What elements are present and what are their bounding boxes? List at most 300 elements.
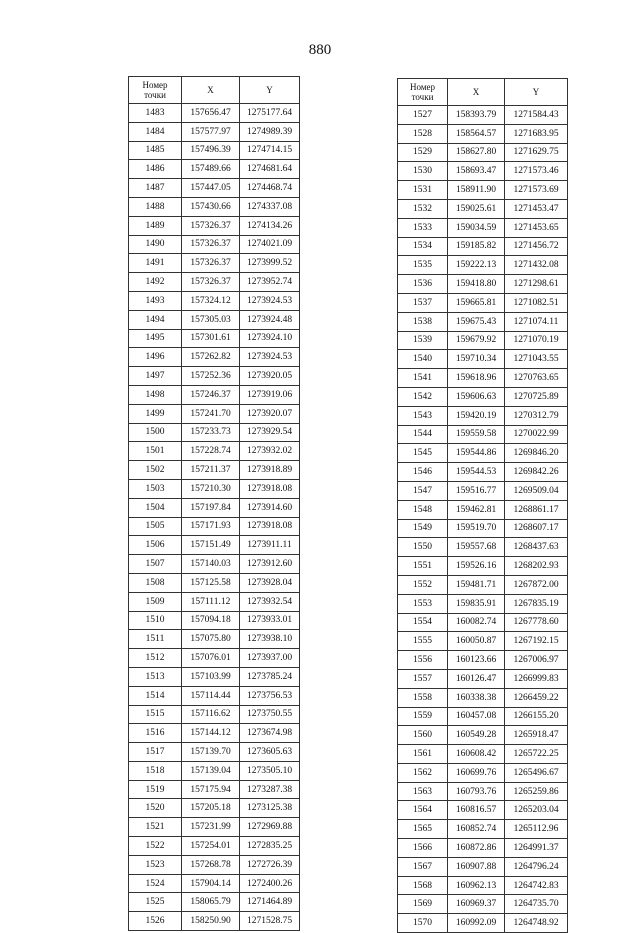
table-row [129, 423, 300, 442]
table-row [398, 350, 568, 369]
point-number-cell: 1568 [398, 876, 448, 895]
y-coordinate-cell: 1271456.72 [505, 237, 568, 256]
y-header: Y [505, 79, 568, 106]
point-number-cell: 1554 [398, 613, 448, 632]
point-number-cell: 1560 [398, 726, 448, 745]
y-coordinate-cell: 1264742.83 [505, 876, 568, 895]
x-coordinate-cell: 160457.08 [448, 707, 505, 726]
y-coordinate-cell: 1275177.64 [240, 104, 300, 123]
table-row [398, 632, 568, 651]
x-header: X [448, 79, 505, 106]
point-number-cell: 1527 [398, 106, 448, 125]
table-row [129, 141, 300, 160]
point-number-cell: 1511 [129, 630, 182, 649]
table-row [398, 575, 568, 594]
point-number-cell: 1530 [398, 162, 448, 181]
point-number-cell: 1531 [398, 181, 448, 200]
point-number-cell: 1491 [129, 254, 182, 273]
y-coordinate-cell: 1268607.17 [505, 519, 568, 538]
point-number-header [398, 79, 448, 106]
table-row [129, 310, 300, 329]
x-coordinate-cell: 160126.47 [448, 669, 505, 688]
x-coordinate-cell: 159462.81 [448, 500, 505, 519]
x-coordinate-cell: 159557.68 [448, 538, 505, 557]
y-coordinate-cell: 1273938.10 [240, 630, 300, 649]
point-number-cell: 1545 [398, 444, 448, 463]
point-number-cell: 1512 [129, 649, 182, 668]
point-number-cell: 1509 [129, 592, 182, 611]
y-coordinate-cell: 1273920.05 [240, 367, 300, 386]
x-coordinate-cell: 157144.12 [182, 724, 240, 743]
x-coordinate-cell: 157231.99 [182, 818, 240, 837]
point-number-cell: 1520 [129, 799, 182, 818]
table-row [129, 254, 300, 273]
point-number-cell: 1501 [129, 442, 182, 461]
x-coordinate-cell: 159185.82 [448, 237, 505, 256]
point-number-cell: 1536 [398, 275, 448, 294]
x-coordinate-cell: 160123.66 [448, 651, 505, 670]
point-number-cell: 1494 [129, 310, 182, 329]
table-row [398, 425, 568, 444]
x-coordinate-cell: 157125.58 [182, 573, 240, 592]
point-number-cell: 1485 [129, 141, 182, 160]
point-number-cell: 1488 [129, 197, 182, 216]
x-coordinate-cell: 158065.79 [182, 893, 240, 912]
table-row [129, 573, 300, 592]
table-row [129, 104, 300, 123]
table-row [398, 876, 568, 895]
y-coordinate-cell: 1273912.60 [240, 555, 300, 574]
point-number-cell: 1550 [398, 538, 448, 557]
table-row [398, 669, 568, 688]
table-row [129, 837, 300, 856]
point-number-cell: 1510 [129, 611, 182, 630]
point-number-cell: 1498 [129, 385, 182, 404]
point-number-cell: 1504 [129, 498, 182, 517]
y-coordinate-cell: 1273605.63 [240, 743, 300, 762]
table-row [398, 688, 568, 707]
x-coordinate-cell: 159420.19 [448, 406, 505, 425]
y-coordinate-cell: 1274989.39 [240, 122, 300, 141]
x-coordinate-cell: 157252.36 [182, 367, 240, 386]
y-coordinate-cell: 1273932.02 [240, 442, 300, 461]
table-row [398, 613, 568, 632]
point-number-cell: 1543 [398, 406, 448, 425]
table-row [398, 914, 568, 933]
table-row [129, 179, 300, 198]
x-coordinate-cell: 157326.37 [182, 254, 240, 273]
y-coordinate-cell: 1273918.08 [240, 479, 300, 498]
table-row [129, 385, 300, 404]
point-number-cell: 1523 [129, 855, 182, 874]
y-coordinate-cell: 1271528.75 [240, 912, 300, 931]
point-number-cell: 1486 [129, 160, 182, 179]
table-row [398, 406, 568, 425]
y-coordinate-cell: 1274681.64 [240, 160, 300, 179]
x-coordinate-cell: 160969.37 [448, 895, 505, 914]
y-coordinate-cell: 1273928.04 [240, 573, 300, 592]
table-row [398, 124, 568, 143]
table-row [129, 479, 300, 498]
point-number-cell: 1535 [398, 256, 448, 275]
y-coordinate-cell: 1273914.60 [240, 498, 300, 517]
x-coordinate-cell: 157075.80 [182, 630, 240, 649]
table-row [129, 686, 300, 705]
y-coordinate-cell: 1273924.53 [240, 348, 300, 367]
point-number-cell: 1497 [129, 367, 182, 386]
table-row [398, 237, 568, 256]
table-row [129, 724, 300, 743]
point-number-cell: 1565 [398, 820, 448, 839]
table-row [129, 517, 300, 536]
x-coordinate-cell: 157211.37 [182, 461, 240, 480]
table-row [129, 122, 300, 141]
point-number-header-line1: Номер [409, 82, 436, 92]
table-header-row [129, 77, 300, 104]
table-row [398, 500, 568, 519]
x-coordinate-cell: 159516.77 [448, 481, 505, 500]
point-number-cell: 1532 [398, 199, 448, 218]
y-coordinate-cell: 1272969.88 [240, 818, 300, 837]
table-header-row [398, 79, 568, 106]
table-row [129, 197, 300, 216]
x-coordinate-cell: 157103.99 [182, 667, 240, 686]
table-row [398, 707, 568, 726]
table-row [129, 348, 300, 367]
x-coordinate-cell: 157114.44 [182, 686, 240, 705]
y-coordinate-cell: 1267006.97 [505, 651, 568, 670]
point-number-cell: 1569 [398, 895, 448, 914]
table-row [398, 275, 568, 294]
x-coordinate-cell: 160852.74 [448, 820, 505, 839]
table-row [129, 912, 300, 931]
y-coordinate-cell: 1267778.60 [505, 613, 568, 632]
x-coordinate-cell: 158627.80 [448, 143, 505, 162]
x-coordinate-cell: 160793.76 [448, 782, 505, 801]
point-number-cell: 1526 [129, 912, 182, 931]
x-coordinate-cell: 157094.18 [182, 611, 240, 630]
y-coordinate-cell: 1271464.89 [240, 893, 300, 912]
table-row [398, 519, 568, 538]
table-row [129, 216, 300, 235]
y-coordinate-cell: 1266155.20 [505, 707, 568, 726]
y-coordinate-cell: 1273919.06 [240, 385, 300, 404]
point-number-cell: 1524 [129, 874, 182, 893]
table-row [398, 218, 568, 237]
point-number-cell: 1495 [129, 329, 182, 348]
x-coordinate-cell: 160699.76 [448, 763, 505, 782]
point-number-cell: 1539 [398, 331, 448, 350]
point-number-cell: 1555 [398, 632, 448, 651]
table-row [398, 463, 568, 482]
table-row [398, 651, 568, 670]
y-coordinate-cell: 1270312.79 [505, 406, 568, 425]
point-number-cell: 1517 [129, 743, 182, 762]
table-row [398, 782, 568, 801]
point-number-cell: 1490 [129, 235, 182, 254]
y-coordinate-cell: 1273920.07 [240, 404, 300, 423]
y-coordinate-cell: 1273924.48 [240, 310, 300, 329]
x-coordinate-cell: 159222.13 [448, 256, 505, 275]
table-row [398, 895, 568, 914]
x-coordinate-cell: 158564.57 [448, 124, 505, 143]
y-coordinate-cell: 1265918.47 [505, 726, 568, 745]
y-coordinate-cell: 1271298.61 [505, 275, 568, 294]
y-coordinate-cell: 1271074.11 [505, 312, 568, 331]
table-row [129, 273, 300, 292]
table-row [129, 630, 300, 649]
x-coordinate-cell: 157140.03 [182, 555, 240, 574]
point-number-cell: 1562 [398, 763, 448, 782]
y-coordinate-cell: 1267835.19 [505, 594, 568, 613]
table-row [129, 893, 300, 912]
point-number-cell: 1503 [129, 479, 182, 498]
point-number-cell: 1564 [398, 801, 448, 820]
point-number-cell: 1561 [398, 745, 448, 764]
x-coordinate-cell: 157326.37 [182, 235, 240, 254]
table-row [398, 745, 568, 764]
table-row [129, 160, 300, 179]
table-row [129, 498, 300, 517]
y-coordinate-cell: 1269509.04 [505, 481, 568, 500]
x-coordinate-cell: 160962.13 [448, 876, 505, 895]
x-coordinate-cell: 157577.97 [182, 122, 240, 141]
point-number-cell: 1553 [398, 594, 448, 613]
x-coordinate-cell: 160050.87 [448, 632, 505, 651]
y-coordinate-cell: 1266459.22 [505, 688, 568, 707]
point-number-cell: 1529 [398, 143, 448, 162]
table-row [398, 538, 568, 557]
x-coordinate-cell: 157301.61 [182, 329, 240, 348]
table-row [129, 874, 300, 893]
y-coordinate-cell: 1270022.99 [505, 425, 568, 444]
table-row [398, 199, 568, 218]
coordinates-table-right [397, 78, 568, 933]
table-row [129, 649, 300, 668]
table-row [398, 839, 568, 858]
y-coordinate-cell: 1268861.17 [505, 500, 568, 519]
x-coordinate-cell: 157139.04 [182, 761, 240, 780]
y-coordinate-cell: 1267192.15 [505, 632, 568, 651]
point-number-cell: 1557 [398, 669, 448, 688]
y-coordinate-cell: 1273918.08 [240, 517, 300, 536]
y-coordinate-cell: 1271584.43 [505, 106, 568, 125]
y-coordinate-cell: 1273785.24 [240, 667, 300, 686]
point-number-cell: 1506 [129, 536, 182, 555]
table-row [129, 461, 300, 480]
y-coordinate-cell: 1268202.93 [505, 557, 568, 576]
x-coordinate-cell: 160907.88 [448, 857, 505, 876]
y-coordinate-cell: 1273287.38 [240, 780, 300, 799]
x-coordinate-cell: 160608.42 [448, 745, 505, 764]
table-row [398, 726, 568, 745]
y-coordinate-cell: 1273924.10 [240, 329, 300, 348]
table-row [398, 331, 568, 350]
x-coordinate-cell: 159544.53 [448, 463, 505, 482]
point-number-cell: 1541 [398, 369, 448, 388]
table-row [129, 611, 300, 630]
y-coordinate-cell: 1274714.15 [240, 141, 300, 160]
x-coordinate-cell: 160549.28 [448, 726, 505, 745]
table-row [129, 799, 300, 818]
x-coordinate-cell: 157210.30 [182, 479, 240, 498]
x-coordinate-cell: 158693.47 [448, 162, 505, 181]
y-coordinate-cell: 1271043.55 [505, 350, 568, 369]
y-coordinate-cell: 1265496.67 [505, 763, 568, 782]
table-row [129, 818, 300, 837]
y-coordinate-cell: 1264735.70 [505, 895, 568, 914]
x-coordinate-cell: 159418.80 [448, 275, 505, 294]
point-number-cell: 1484 [129, 122, 182, 141]
y-coordinate-cell: 1272835.25 [240, 837, 300, 856]
y-coordinate-cell: 1273952.74 [240, 273, 300, 292]
y-coordinate-cell: 1265112.96 [505, 820, 568, 839]
y-coordinate-cell: 1270763.65 [505, 369, 568, 388]
point-number-cell: 1551 [398, 557, 448, 576]
y-coordinate-cell: 1271683.95 [505, 124, 568, 143]
table-row [129, 780, 300, 799]
x-coordinate-cell: 158911.90 [448, 181, 505, 200]
y-coordinate-cell: 1271432.08 [505, 256, 568, 275]
x-coordinate-cell: 159544.86 [448, 444, 505, 463]
y-coordinate-cell: 1264796.24 [505, 857, 568, 876]
table-row [129, 404, 300, 423]
y-coordinate-cell: 1271453.47 [505, 199, 568, 218]
y-coordinate-cell: 1273929.54 [240, 423, 300, 442]
y-coordinate-cell: 1265203.04 [505, 801, 568, 820]
x-coordinate-cell: 160992.09 [448, 914, 505, 933]
table-row [398, 256, 568, 275]
point-number-cell: 1534 [398, 237, 448, 256]
x-coordinate-cell: 157268.78 [182, 855, 240, 874]
y-coordinate-cell: 1273937.00 [240, 649, 300, 668]
x-coordinate-cell: 157324.12 [182, 291, 240, 310]
x-coordinate-cell: 157246.37 [182, 385, 240, 404]
y-coordinate-cell: 1274134.26 [240, 216, 300, 235]
y-coordinate-cell: 1273911.11 [240, 536, 300, 555]
y-coordinate-cell: 1268437.63 [505, 538, 568, 557]
x-coordinate-cell: 157447.05 [182, 179, 240, 198]
x-coordinate-cell: 159034.59 [448, 218, 505, 237]
point-number-cell: 1500 [129, 423, 182, 442]
y-coordinate-cell: 1273933.01 [240, 611, 300, 630]
table-row [398, 763, 568, 782]
table-row [129, 367, 300, 386]
y-coordinate-cell: 1273756.53 [240, 686, 300, 705]
x-coordinate-cell: 160082.74 [448, 613, 505, 632]
y-coordinate-cell: 1271573.69 [505, 181, 568, 200]
x-header: X [182, 77, 240, 104]
x-coordinate-cell: 159710.34 [448, 350, 505, 369]
x-coordinate-cell: 159481.71 [448, 575, 505, 594]
table-row [398, 181, 568, 200]
x-coordinate-cell: 157326.37 [182, 216, 240, 235]
x-coordinate-cell: 157151.49 [182, 536, 240, 555]
table-row [129, 592, 300, 611]
table-row [398, 857, 568, 876]
point-number-cell: 1507 [129, 555, 182, 574]
y-coordinate-cell: 1271082.51 [505, 293, 568, 312]
table-row [129, 291, 300, 310]
table-row [129, 555, 300, 574]
table-row [398, 801, 568, 820]
x-coordinate-cell: 157656.47 [182, 104, 240, 123]
point-number-cell: 1558 [398, 688, 448, 707]
x-coordinate-cell: 158250.90 [182, 912, 240, 931]
point-number-cell: 1515 [129, 705, 182, 724]
y-coordinate-cell: 1273924.53 [240, 291, 300, 310]
x-coordinate-cell: 157139.70 [182, 743, 240, 762]
x-coordinate-cell: 157116.62 [182, 705, 240, 724]
y-coordinate-cell: 1274468.74 [240, 179, 300, 198]
point-number-cell: 1496 [129, 348, 182, 367]
x-coordinate-cell: 160872.86 [448, 839, 505, 858]
point-number-cell: 1502 [129, 461, 182, 480]
point-number-cell: 1548 [398, 500, 448, 519]
table-row [129, 855, 300, 874]
table-row [129, 442, 300, 461]
point-number-cell: 1514 [129, 686, 182, 705]
y-coordinate-cell: 1273918.89 [240, 461, 300, 480]
point-number-cell: 1492 [129, 273, 182, 292]
x-coordinate-cell: 157262.82 [182, 348, 240, 367]
x-coordinate-cell: 157241.70 [182, 404, 240, 423]
y-coordinate-cell: 1273674.98 [240, 724, 300, 743]
point-number-cell: 1546 [398, 463, 448, 482]
x-coordinate-cell: 157430.66 [182, 197, 240, 216]
point-number-header [129, 77, 182, 104]
y-coordinate-cell: 1269842.26 [505, 463, 568, 482]
point-number-cell: 1552 [398, 575, 448, 594]
x-coordinate-cell: 159519.70 [448, 519, 505, 538]
y-coordinate-cell: 1273932.54 [240, 592, 300, 611]
point-number-cell: 1483 [129, 104, 182, 123]
point-number-cell: 1528 [398, 124, 448, 143]
y-coordinate-cell: 1274337.08 [240, 197, 300, 216]
point-number-cell: 1487 [129, 179, 182, 198]
point-number-cell: 1521 [129, 818, 182, 837]
point-number-cell: 1508 [129, 573, 182, 592]
y-coordinate-cell: 1264748.92 [505, 914, 568, 933]
x-coordinate-cell: 159606.63 [448, 387, 505, 406]
x-coordinate-cell: 157171.93 [182, 517, 240, 536]
table-row [129, 761, 300, 780]
point-number-cell: 1489 [129, 216, 182, 235]
y-coordinate-cell: 1265259.86 [505, 782, 568, 801]
point-number-cell: 1544 [398, 425, 448, 444]
point-number-cell: 1505 [129, 517, 182, 536]
y-coordinate-cell: 1272726.39 [240, 855, 300, 874]
page-number: 880 [308, 42, 332, 58]
x-coordinate-cell: 158393.79 [448, 106, 505, 125]
x-coordinate-cell: 157904.14 [182, 874, 240, 893]
y-coordinate-cell: 1269846.20 [505, 444, 568, 463]
table-row [129, 329, 300, 348]
y-coordinate-cell: 1273750.55 [240, 705, 300, 724]
point-number-cell: 1540 [398, 350, 448, 369]
point-number-cell: 1542 [398, 387, 448, 406]
table-row [398, 293, 568, 312]
y-coordinate-cell: 1272400.26 [240, 874, 300, 893]
point-number-cell: 1513 [129, 667, 182, 686]
point-number-cell: 1566 [398, 839, 448, 858]
point-number-cell: 1547 [398, 481, 448, 500]
x-coordinate-cell: 157305.03 [182, 310, 240, 329]
table-row [129, 536, 300, 555]
y-coordinate-cell: 1265722.25 [505, 745, 568, 764]
x-coordinate-cell: 157228.74 [182, 442, 240, 461]
table-row [129, 667, 300, 686]
